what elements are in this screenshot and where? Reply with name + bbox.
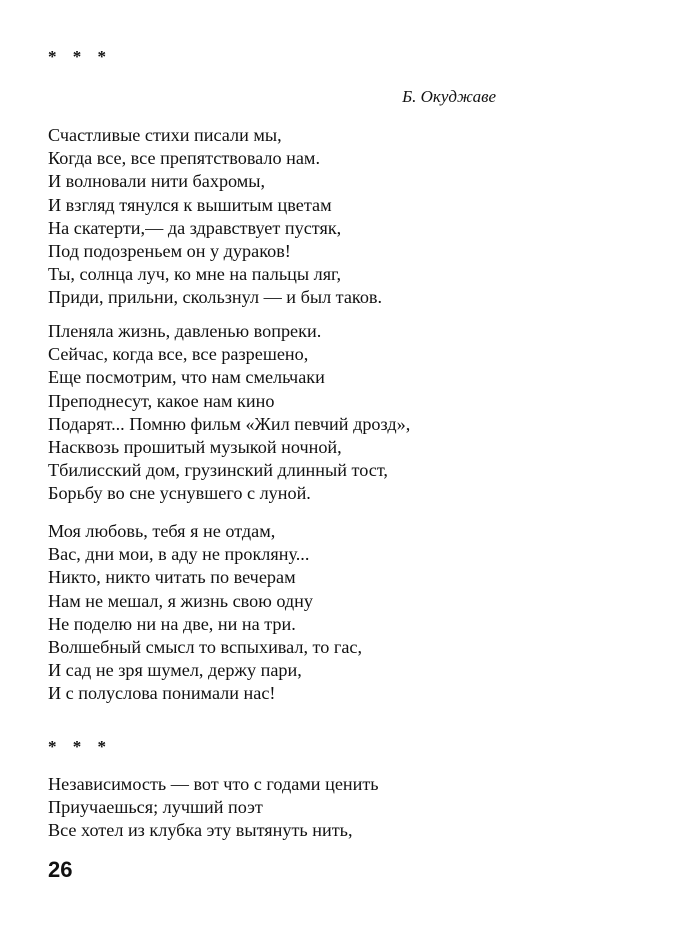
verse-line: Никто, никто читать по вечерам [48, 567, 296, 588]
verse-line: Тбилисский дом, грузинский длинный тост, [48, 460, 388, 481]
stanza-2 [48, 320, 410, 506]
verse-line: Когда все, все препятствовало нам. [48, 148, 320, 169]
verse-line: Борьбу во сне уснувшего с луной. [48, 483, 311, 504]
verse-line: И сад не зря шумел, держу пари, [48, 660, 302, 681]
stanza-4 [48, 773, 379, 843]
verse-line: Счастливые стихи писали мы, [48, 125, 282, 145]
verse-line: На скатерти,— да здравствует пустяк, [48, 217, 342, 238]
verse-line: Не поделю ни на две, ни на три. [48, 613, 296, 634]
verse-line: Преподнесут, какое нам кино [48, 390, 275, 411]
verse-line: Приди, прильни, скользнул — и был таков. [48, 287, 383, 308]
verse-line: Все хотел из клубка эту вытянуть нить, [48, 820, 353, 841]
verse-line: Насквозь прошитый музыкой ночной, [48, 437, 342, 458]
section-ornament: * * * [48, 737, 112, 756]
page-number: 26 [48, 857, 73, 882]
verse-line: И с полуслова понимали нас! [48, 683, 276, 704]
section-ornament: * * * [48, 47, 112, 66]
verse-line: Вас, дни мои, в аду не прокляну... [48, 544, 310, 565]
dedication: Б. Окуджаве [402, 87, 496, 106]
verse-line: И волновали нити бахромы, [48, 171, 266, 192]
stanza-1 [48, 124, 382, 310]
verse-line: Пленяла жизнь, давленью вопреки. [48, 321, 322, 341]
verse-line: Приучаешься; лучший поэт [48, 797, 263, 818]
verse-line: Волшебный смысл то вспыхивал, то гас, [48, 637, 363, 658]
verse-line: Независимость — вот что с годами ценить [48, 774, 379, 794]
verse-line: Нам не мешал, я жизнь свою одну [48, 590, 313, 611]
verse-line: Ты, солнца луч, ко мне на пальцы ляг, [48, 264, 342, 285]
verse-line: Под подозреньем он у дураков! [48, 241, 291, 262]
verse-line: Подарят... Помню фильм «Жил певчий дрозд», [48, 413, 411, 434]
verse-line: И взгляд тянулся к вышитым цветам [48, 194, 332, 215]
verse-line: Сейчас, когда все, все разрешено, [48, 344, 309, 365]
stanza-3 [48, 520, 362, 706]
verse-line: Моя любовь, тебя я не отдам, [48, 521, 276, 541]
verse-line: Еще посмотрим, что нам смельчаки [48, 367, 325, 388]
